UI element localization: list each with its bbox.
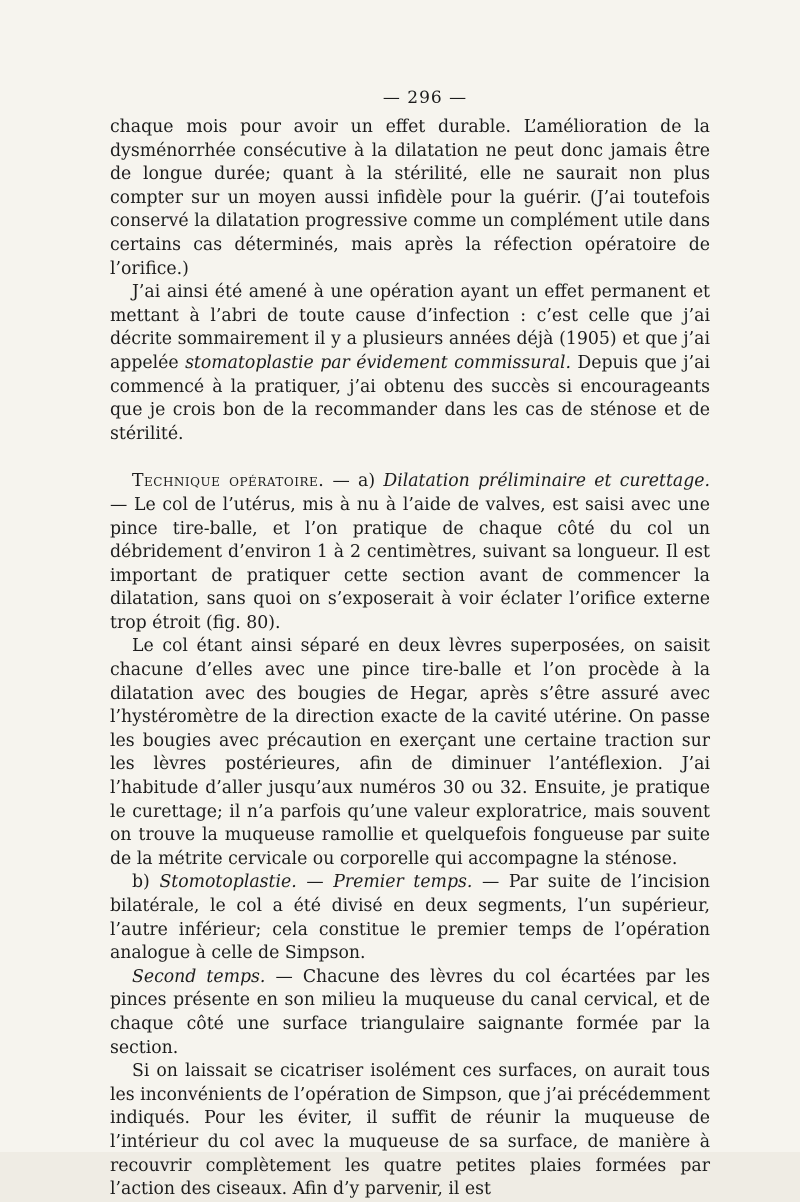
- paragraph-5-text-a: b): [132, 872, 160, 893]
- paragraph-5-dash: —: [296, 872, 334, 893]
- section-heading: Technique opératoire.: [132, 471, 325, 492]
- subheading-dilatation: Dilatation préliminaire et curettage.: [383, 471, 710, 492]
- page-number: — 296 —: [382, 88, 468, 108]
- body-text: [110, 116, 710, 1202]
- paragraph-5-text-b: — Par suite de l’incision bilatérale, le col a été divisé en deux segments, l’un supérieur, l’autre inférieur; cela constitue le premier temps de l’opération analogue à celle de Simpson.: [110, 872, 710, 964]
- paragraph-3-text-a: — a): [324, 471, 384, 492]
- paragraph-3-text-b: — Le col de l’utérus, mis à nu à l’aide de valves, est saisi avec une pince tire-balle, et l’on pratique de chaque côté du col un débridement d’environ 1 à 2 centimètres, suivant sa longueur. Il est important de pratiquer cette section avant de commencer la dilatation, sans quoi on s’exposerait à voir éclater l’orifice externe trop étroit (fig. 80).: [110, 494, 710, 633]
- paragraph-7: Si on laissait se cicatriser isolément ces surfaces, on aurait tous les inconvénients de l’opération de Simpson, que j’ai précédemment indiqués. Pour les éviter, il suffit de réunir la muqueuse de l’intérieur du col avec la muqueuse de sa surface, de manière à recouvrir complètement les quatre petites plaies formées par l’action des ciseaux. Afin d’y parvenir, il est: [110, 1061, 710, 1200]
- paragraph-3: [110, 470, 710, 635]
- paragraph-6-text-b: — Chacune des lèvres du col écartées par les pinces présente en son milieu la muqueuse du canal cervical, et de chaque côté une surface triangulaire saignante formée par la section.: [110, 966, 710, 1058]
- paragraph-2-text-a: J’ai ainsi été amené à une opération ayant un effet permanent et mettant à l’abri de toute cause d’infection : c’est celle que j’ai décrite sommairement il y a plusieurs années déjà (1905) et que j’ai appelée: [110, 282, 710, 373]
- subheading-second-temps: Second temps.: [132, 966, 266, 987]
- procedure-name: stomatoplastie par évidement commissural.: [185, 352, 571, 373]
- paragraph-2-text-b: Depuis que j’ai commencé à la pratiquer, j’ai obtenu des succès si encourageants que je crois bon de la recommander dans les cas de sténose et de stérilité.: [110, 352, 710, 444]
- paragraph-6: [110, 966, 710, 1060]
- paragraph-1: chaque mois pour avoir un effet durable. L’amélioration de la dysménorrhée consécutive à la dilatation ne peut donc jamais être de longue durée; quant à la stérilité, elle ne saurait non plus compter sur un moyen aussi infidèle pour la guérir. (J’ai toutefois conservé la dilatation progressive comme un complément utile dans certains cas déterminés, mais après la réfection opératoire de l’orifice.): [110, 117, 710, 279]
- paragraph-5: [110, 871, 710, 965]
- subheading-premier-temps: Premier temps.: [333, 872, 473, 893]
- subheading-stomotoplastie: Stomotoplastie.: [159, 872, 297, 893]
- paragraph-4: Le col étant ainsi séparé en deux lèvres superposées, on saisit chacune d’elles avec une pince tire-balle et l’on procède à la dilatation avec des bougies de Hegar, après s’être assuré avec l’hystéromètre de la direction exacte de la cavité utérine. On passe les bougies avec précaution en exerçant une certaine traction sur les lèvres postérieures, afin de diminuer l’antéflexion. J’ai l’habitude d’aller jusqu’aux numéros 30 ou 32. Ensuite, je pratique le curettage; il n’a parfois qu’une valeur exploratrice, mais souvent on trouve la muqueuse ramollie et quelquefois fongueuse par suite de la métrite cervicale ou corporelle qui accompagne la sténose.: [110, 636, 710, 869]
- paragraph-2: [110, 281, 710, 446]
